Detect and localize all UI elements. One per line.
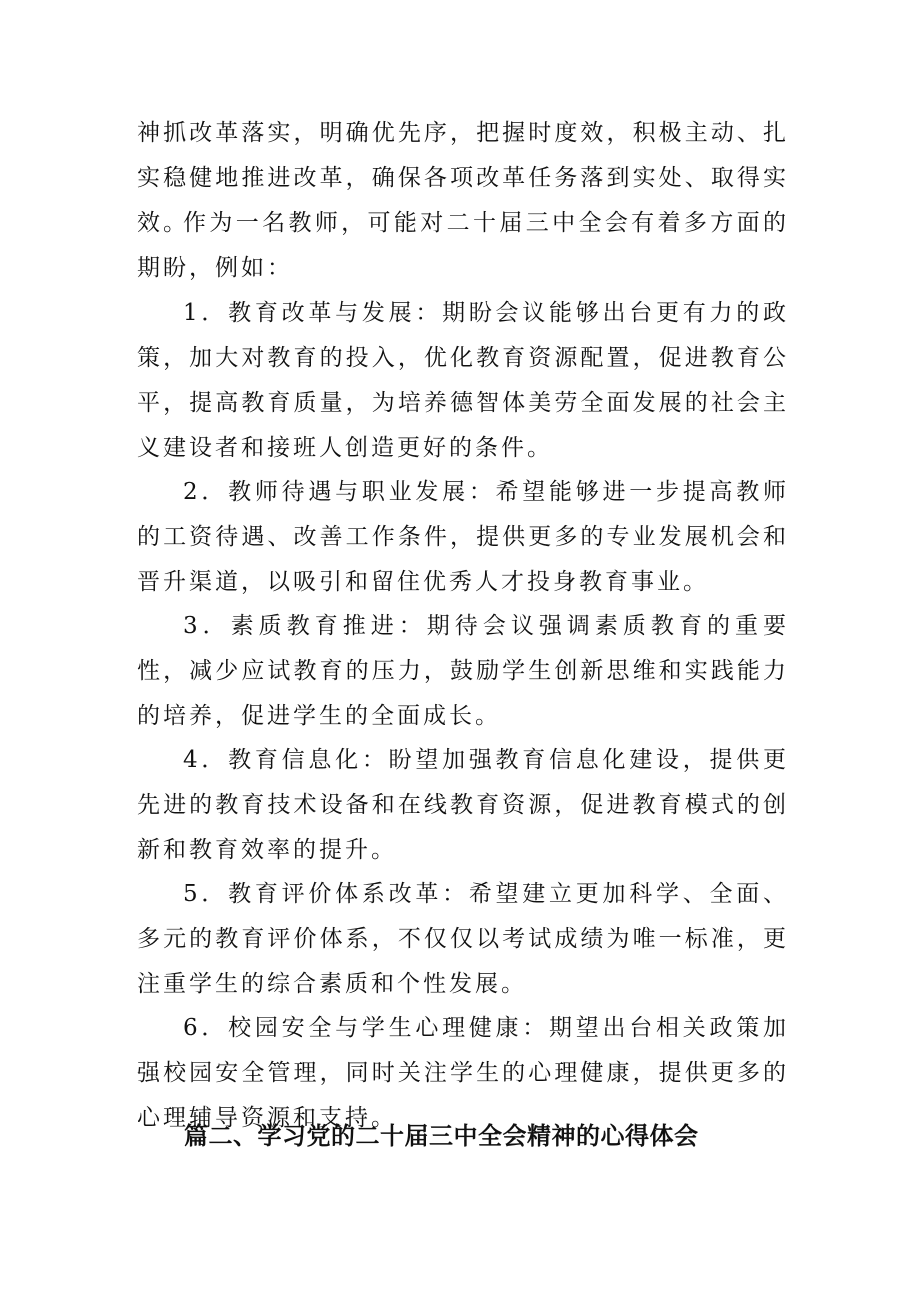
list-item-5: 5．教育评价体系改革：希望建立更加科学、全面、多元的教育评价体系，不仅仅以考试成绩为唯一标准，更注重学生的综合素质和个性发展。 xyxy=(137,881,789,997)
list-item-1: 1．教育改革与发展：期盼会议能够出台更有力的政策，加大对教育的投入，优化教育资源配置，促进教育公平，提高教育质量，为培养德智体美劳全面发展的社会主义建设者和接班人创造更好的条件。 xyxy=(137,300,789,461)
continuation-paragraph: 神抓改革落实，明确优先序，把握时度效，积极主动、扎实稳健地推进改革，确保各项改革任务落到实处、取得实效。 xyxy=(137,120,789,236)
list-item-6: 6．校园安全与学生心理健康：期望出台相关政策加强校园安全管理，同时关注学生的心理健康，提供更多的心理辅导资源和支持。 xyxy=(137,1015,789,1131)
section-heading: 篇二、学习党的二十届三中全会精神的心得体会 xyxy=(184,1122,699,1150)
list-item-4: 4．教育信息化：盼望加强教育信息化建设，提供更先进的教育技术设备和在线教育资源，促进教育模式的创新和教育效率的提升。 xyxy=(137,747,789,863)
list-item-3: 3．素质教育推进：期待会议强调素质教育的重要性，减少应试教育的压力，鼓励学生创新思维和实践能力的培养，促进学生的全面成长。 xyxy=(137,613,789,729)
intro-paragraph: 作为一名教师，可能对二十届三中全会有着多方面的期盼，例如： xyxy=(137,210,789,281)
list-item-2: 2．教师待遇与职业发展：希望能够进一步提高教师的工资待遇、改善工作条件，提供更多的专业发展机会和晋升渠道，以吸引和留住优秀人才投身教育事业。 xyxy=(137,479,789,595)
